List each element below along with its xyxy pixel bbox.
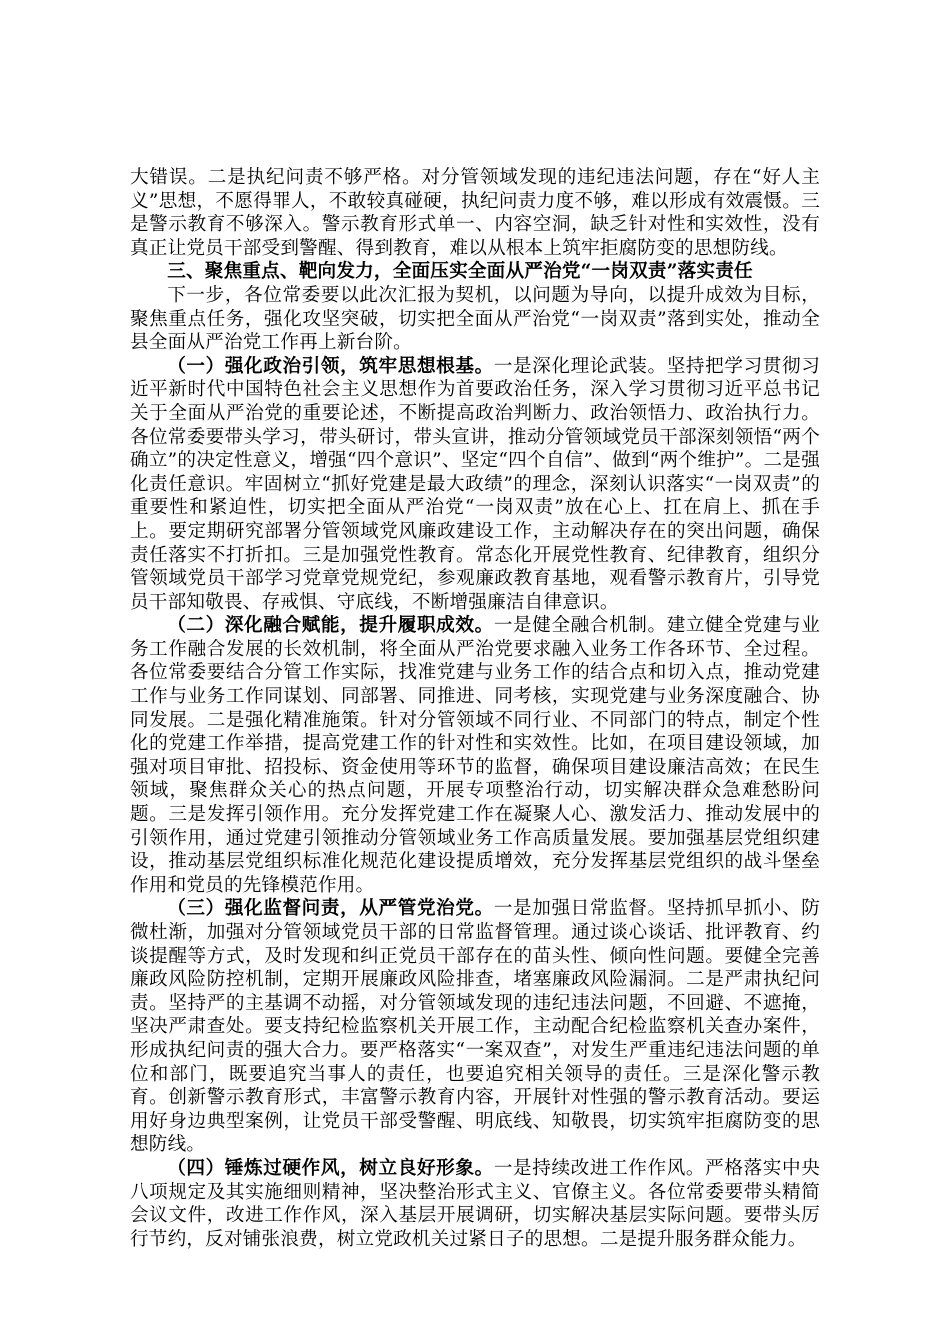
item-paragraph-4 [130, 1157, 820, 1251]
item-paragraph-1 [130, 355, 820, 615]
item-body-1: 一是深化理论武装。坚持把学习贯彻习近平新时代中国特色社会主义思想作为首要政治任务，深入学习贯彻习近平总书记关于全面从严治党的重要论述，不断提高政治判断力、政治领悟力、政治执行力。各位常委要带头学习，带头研讨，带头宣讲，推动分管领域党员干部深刻领悟“两个确立”的决定性意义，增强“四个意识”、坚定“四个自信”、做到“两个维护”。二是强化责任意识。牢固树立“抓好党建是最大政绩”的理念，深刻认识落实“一岗双责”的重要性和紧迫性，切实把全面从严治党“一岗双责”放在心上、扛在肩上、抓在手上。要定期研究部署分管领域党风廉政建设工作，主动解决存在的突出问题，确保责任落实不打折扣。三是加强党性教育。常态化开展党性教育、纪律教育，组织分管领域党员干部学习党章党规党纪，参观廉政教育基地，观看警示教育片，引导党员干部知敬畏、存戒惧、守底线，不断增强廉洁自律意识。 [130, 355, 821, 613]
item-paragraph-2 [130, 614, 820, 897]
item-title-2: （二）深化融合赋能，提升履职成效。 [167, 615, 494, 637]
item-body-3: 一是加强日常监督。坚持抓早抓小、防微杜渐，加强对分管领域党员干部的日常监督管理。通过谈心谈话、批评教育、约谈提醒等方式，及时发现和纠正党员干部存在的苗头性、倾向性问题。要健全完善廉政风险防控机制，定期开展廉政风险排查，堵塞廉政风险漏洞。二是严肃执纪问责。坚持严的主基调不动摇，对分管领域发现的违纪违法问题，不回避、不遮掩，坚决严肃查处。要支持纪检监察机关开展工作，主动配合纪检监察机关查办案件，形成执纪问责的强大合力。要严格落实“一案双查”，对发生严重违纪违法问题的单位和部门，既要追究当事人的责任，也要追究相关领导的责任。三是深化警示教育。创新警示教育形式，丰富警示教育内容，开展针对性强的警示教育活动。要运用好身边典型案例，让党员干部受警醒、明底线、知敬畏，切实筑牢拒腐防变的思想防线。 [130, 898, 821, 1156]
item-title-3: （三）强化监督问责，从严管党治党。 [167, 898, 494, 920]
continued-paragraph: 大错误。二是执纪问责不够严格。对分管领域发现的违纪违法问题，存在“好人主义”思想，不愿得罪人，不敢较真碰硬，执纪问责力度不够，难以形成有效震慑。三是警示教育不够深入。警示教育形式单一、内容空洞，缺乏针对性和实效性，没有真正让党员干部受到警醒、得到教育，难以从根本上筑牢拒腐防变的思想防线。 [130, 167, 820, 259]
item-body-2: 一是健全融合机制。建立健全党建与业务工作融合发展的长效机制，将全面从严治党要求融入业务工作各环节、全过程。各位常委要结合分管工作实际，找准党建与业务工作的结合点和切入点，推动党建工作与业务工作同谋划、同部署、同推进、同考核，实现党建与业务深度融合、协同发展。二是强化精准施策。针对分管领域不同行业、不同部门的特点，制定个性化的党建工作举措，提高党建工作的针对性和实效性。比如，在项目建设领域，加强对项目审批、招投标、资金使用等环节的监督，确保项目建设廉洁高效；在民生领域，聚焦群众关心的热点问题，开展专项整治行动，切实解决群众急难愁盼问题。三是发挥引领作用。充分发挥党建工作在凝聚人心、激发活力、推动发展中的引领作用，通过党建引领推动分管领域业务工作高质量发展。要加强基层党组织建设，推动基层党组织标准化规范化建设提质增效，充分发挥基层党组织的战斗堡垒作用和党员的先锋模范作用。 [130, 615, 821, 896]
item-paragraph-3 [130, 897, 820, 1157]
item-title-1: （一）强化政治引领，筑牢思想根基。 [167, 355, 494, 377]
section-heading: 三、聚焦重点、靶向发力，全面压实全面从严治党“一岗双责”落实责任 [167, 261, 753, 283]
document-page [130, 166, 820, 1251]
item-body-4: 一是持续改进工作作风。严格落实中央八项规定及其实施细则精神，坚决整治形式主义、官僚主义。各位常委要带头精简会议文件，改进工作作风，深入基层开展调研，切实解决基层实际问题。要带头厉行节约，反对铺张浪费，树立党政机关过紧日子的思想。二是提升服务群众能力。 [130, 1157, 821, 1250]
section-intro-paragraph: 下一步，各位常委要以此次汇报为契机，以问题为导向，以提升成效为目标，聚焦重点任务，强化攻坚突破，切实把全面从严治党“一岗双责”落到实处，推动全县全面从严治党工作再上新台阶。 [130, 284, 820, 354]
item-title-4: （四）锤炼过硬作风，树立良好形象。 [167, 1157, 494, 1179]
